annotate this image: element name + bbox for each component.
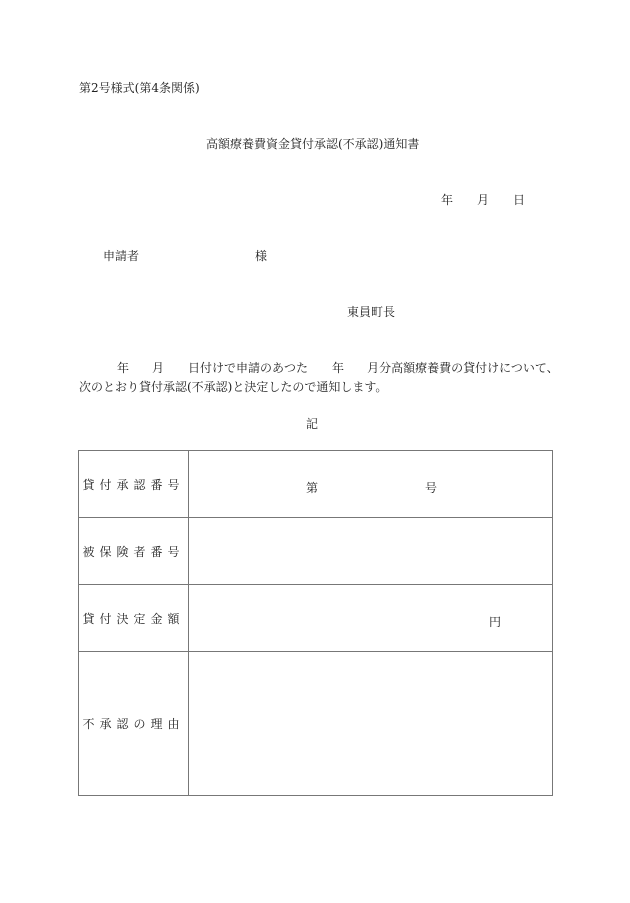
body-line-1 <box>117 362 559 374</box>
number-prefix: 第 <box>306 481 319 495</box>
loan-approval-number-value <box>189 451 553 518</box>
body-month: 月 <box>152 361 165 375</box>
body-year-2: 年 <box>332 361 345 375</box>
table-row <box>79 585 553 652</box>
ki-heading: 記 <box>306 417 319 431</box>
insured-number-value <box>189 518 553 585</box>
number-suffix: 号 <box>425 481 438 495</box>
applicant-honorific: 様 <box>255 249 268 263</box>
date-month: 月 <box>477 193 490 207</box>
body-text-b: 月分高額療養費の貸付けについて、 <box>367 361 559 375</box>
rejection-reason-label: 不承認の理由 <box>79 652 189 796</box>
loan-amount-value <box>189 585 553 652</box>
loan-approval-number-label: 貸付承認番号 <box>79 451 189 518</box>
date-line <box>441 194 525 206</box>
table-row <box>79 451 553 518</box>
document-title: 高額療養費資金貸付承認(不承認)通知書 <box>206 137 420 151</box>
body-year: 年 <box>117 361 130 375</box>
date-year: 年 <box>441 193 454 207</box>
issuer-name: 東員町長 <box>347 305 396 319</box>
date-day: 日 <box>513 193 526 207</box>
applicant-label: 申請者 <box>103 249 140 263</box>
insured-number-label: 被保険者番号 <box>79 518 189 585</box>
body-text-a: 日付けで申請のあつた <box>188 361 309 375</box>
detail-table <box>78 450 553 796</box>
table-row <box>79 518 553 585</box>
loan-amount-label: 貸付決定金額 <box>79 585 189 652</box>
rejection-reason-value <box>189 652 553 796</box>
yen-unit: 円 <box>489 615 502 629</box>
table-row <box>79 652 553 796</box>
form-number: 第2号様式(第4条関係) <box>79 81 200 95</box>
body-line-2: 次のとおり貸付承認(不承認)と決定したので通知します。 <box>79 380 388 394</box>
